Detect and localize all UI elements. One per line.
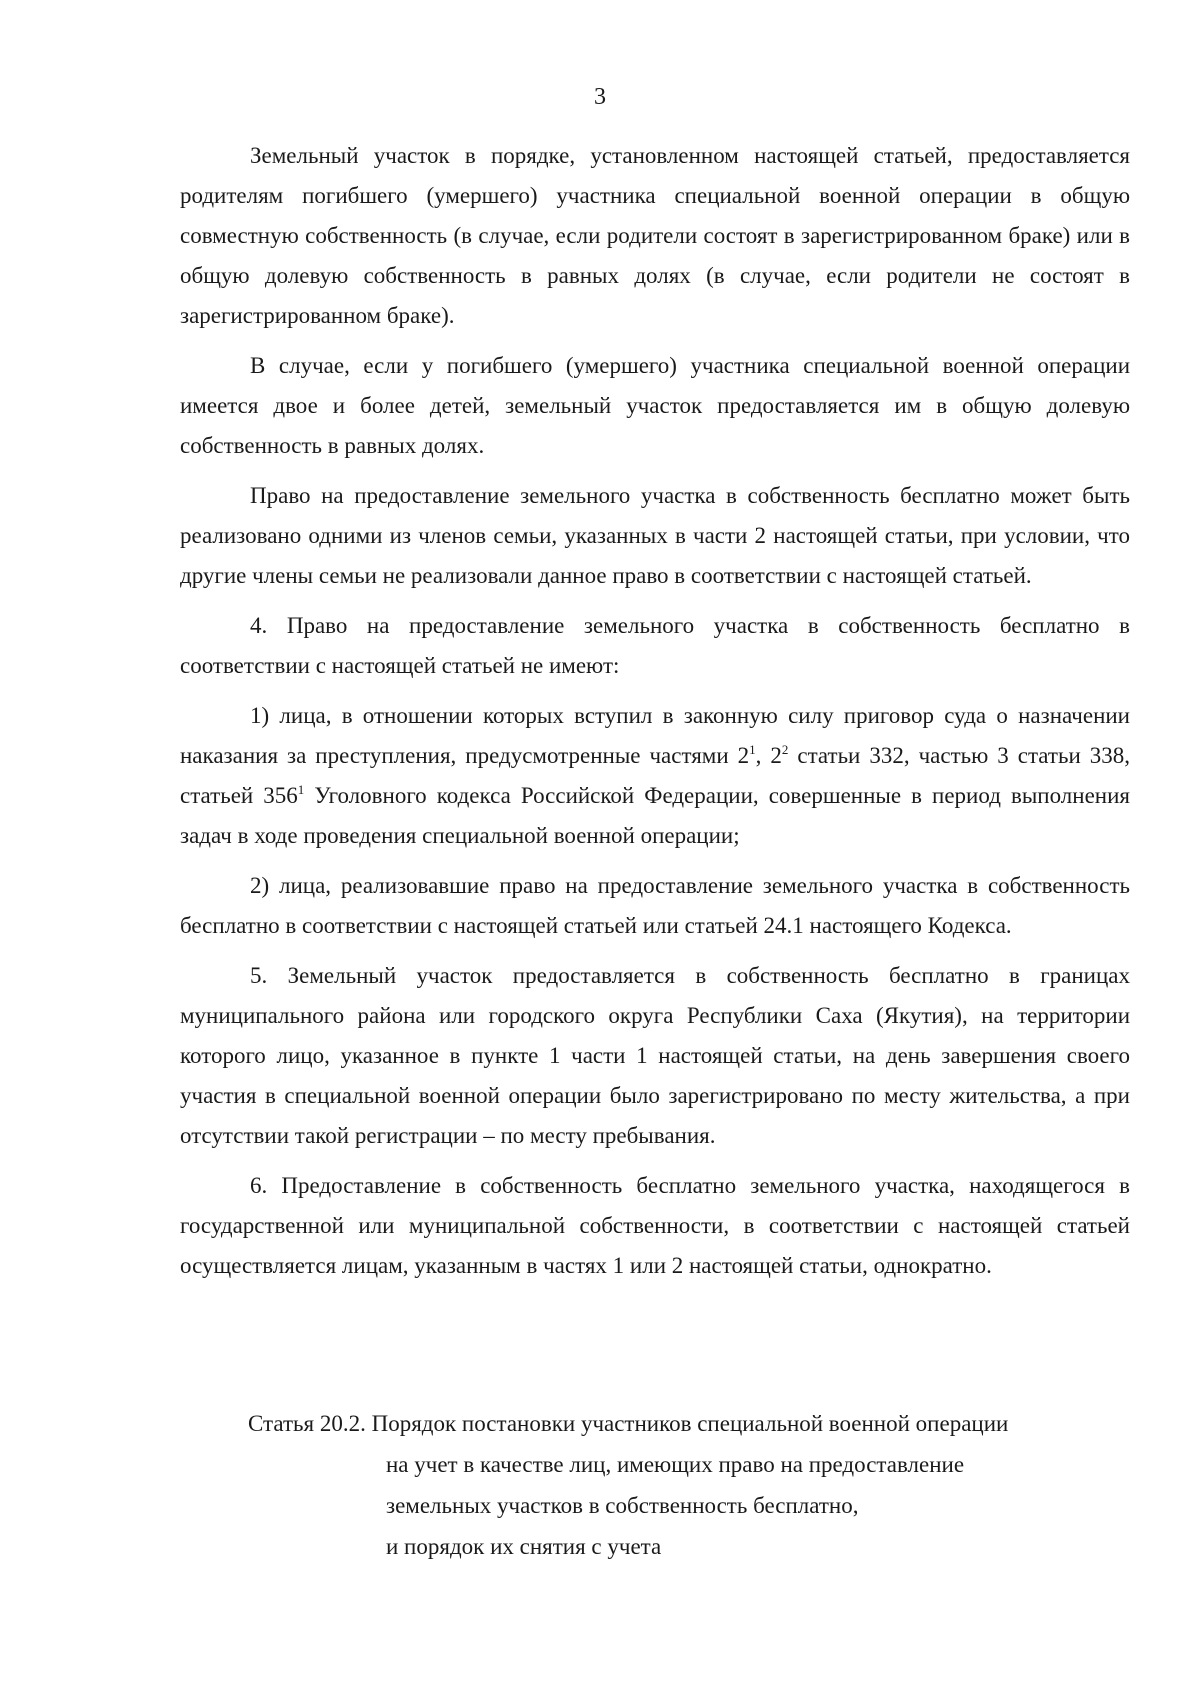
paragraph-part-4: 4. Право на предоставление земельного участка в собственность бесплатно в соответствии с настоящей статьей не имеют: [180,613,1130,678]
paragraph-parents-ownership: Земельный участок в порядке, установленном настоящей статьей, предоставляется родителям погибшего (умершего) участника специальной военной операции в общую совместную собственность (в случае, если родители состоят в зарегистрированном браке) или в общую долевую собственность в равных долях (в случае, если родители не состоят в зарегистрированном браке). [180,143,1130,328]
item-1-text-a: 1) лица, в отношении которых вступил в законную силу приговор суда о назначении наказания за преступления, предусмотренные частями 2 [180,703,1130,768]
paragraph-item-1 [180,696,1130,856]
superscript: 1 [749,742,756,757]
paragraph-part-6: 6. Предоставление в собственность бесплатно земельного участка, находящегося в государственной или муниципальной собственности, в соответствии с настоящей статьей осуществляется лицам, указанным в частях 1 или 2 настоящей статьи, однократно. [180,1173,1130,1278]
superscript: 1 [297,782,305,797]
paragraph-part-5: 5. Земельный участок предоставляется в собственность бесплатно в границах муниципального района или городского округа Республики Саха (Якутия), на территории которого лицо, указанное в пункте 1 части 1 настоящей статьи, на день завершения своего участия в специальной военной операции было зарегистрировано по месту жительства, а при отсутствии такой регистрации – по месту пребывания. [180,963,1130,1148]
superscript: 2 [781,742,789,757]
item-1-text-b: , 2 [755,743,782,768]
item-1-text-d: Уголовного кодекса Российской Федерации, совершенные в период выполнения задач в ходе проведения специальной военной операции; [180,783,1130,848]
document-body [180,136,1130,1296]
paragraph-family-right: Право на предоставление земельного участка в собственность бесплатно может быть реализовано одними из членов семьи, указанных в части 2 настоящей статьи, при условии, что другие члены семьи не реализовали данное право в соответствии с настоящей статьей. [180,483,1130,588]
article-heading-line-3: земельных участков в собственность бесплатно, [386,1493,859,1518]
paragraph-children-ownership: В случае, если у погибшего (умершего) участника специальной военной операции имеется двое и более детей, земельный участок предоставляется им в общую долевую собственность в равных долях. [180,353,1130,458]
article-heading-line-2: на учет в качестве лиц, имеющих право на предоставление [386,1452,965,1477]
article-heading-line-1: Статья 20.2. Порядок постановки участников специальной военной операции [248,1411,1009,1436]
page-number: 3 [594,84,606,110]
item-1-text-c: статьи 332, частью 3 статьи 338, статьей 356 [180,743,1131,808]
article-heading-line-4: и порядок их снятия с учета [386,1534,662,1559]
paragraph-item-2: 2) лица, реализовавшие право на предоставление земельного участка в собственность бесплатно в соответствии с настоящей статьей или статьей 24.1 настоящего Кодекса. [180,873,1130,938]
article-heading [248,1403,1148,1567]
